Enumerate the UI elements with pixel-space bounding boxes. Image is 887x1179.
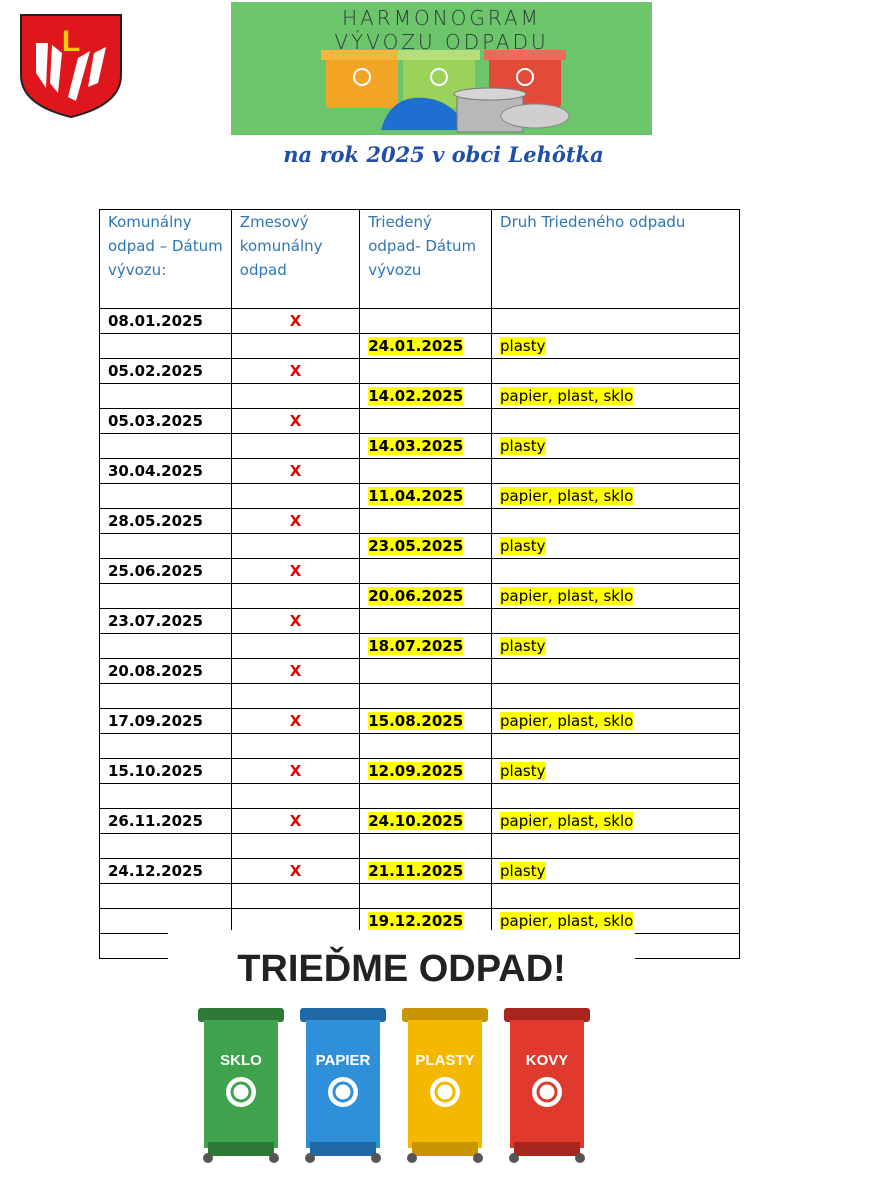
sorted-date-cell [360, 434, 492, 459]
sorted-date-cell-text: 20.06.2025 [368, 587, 464, 605]
sorted-type-cell [492, 309, 740, 334]
mixed-waste-mark-cell [231, 834, 359, 859]
bin-icon [502, 1002, 592, 1164]
sorted-date-cell-text: 24.01.2025 [368, 337, 464, 355]
table-row [100, 509, 740, 534]
footer-title: TRIEĎME ODPAD! [237, 948, 566, 990]
sorted-type-cell-text: papier, plast, sklo [500, 912, 634, 930]
sorted-type-cell [492, 434, 740, 459]
municipal-date-cell [100, 484, 232, 509]
sorted-date-cell [360, 809, 492, 834]
sorted-type-cell [492, 334, 740, 359]
sorted-type-cell [492, 809, 740, 834]
sorted-date-cell-text: 21.11.2025 [368, 862, 464, 880]
sorted-type-cell-text: papier, plast, sklo [500, 812, 634, 830]
header-sorted-type: Druh Triedeného odpadu [492, 210, 740, 309]
municipal-date-cell-text: 28.05.2025 [108, 512, 203, 530]
sorted-date-cell [360, 484, 492, 509]
mixed-waste-mark-cell-text: X [289, 512, 302, 530]
municipal-date-cell [100, 634, 232, 659]
header-sorted-date: Triedený odpad- Dátum vývozu [360, 210, 492, 309]
sorted-date-cell-text: 12.09.2025 [368, 762, 464, 780]
municipal-date-cell [100, 709, 232, 734]
bin-label: PLASTY [415, 1052, 475, 1069]
sorted-type-cell [492, 784, 740, 809]
municipal-date-cell [100, 459, 232, 484]
mixed-waste-mark-cell [231, 434, 359, 459]
mixed-waste-mark-cell-text: X [289, 612, 302, 630]
municipal-date-cell [100, 834, 232, 859]
table-row [100, 809, 740, 834]
sorted-date-cell [360, 709, 492, 734]
sorted-date-cell [360, 509, 492, 534]
mixed-waste-mark-cell-text: X [289, 812, 302, 830]
mixed-waste-mark-cell [231, 584, 359, 609]
municipal-date-cell [100, 759, 232, 784]
sorted-date-cell-text: 15.08.2025 [368, 712, 464, 730]
municipal-date-cell-text: 08.01.2025 [108, 312, 203, 330]
table-row [100, 584, 740, 609]
sorted-date-cell [360, 409, 492, 434]
mixed-waste-mark-cell [231, 359, 359, 384]
mixed-waste-mark-cell [231, 484, 359, 509]
page-subtitle: na rok 2025 v obci Lehôtka [283, 142, 604, 167]
bin-icon [400, 1002, 490, 1164]
recycling-bin [298, 1002, 388, 1164]
municipal-date-cell [100, 384, 232, 409]
sorted-date-cell [360, 884, 492, 909]
mixed-waste-mark-cell [231, 309, 359, 334]
sorted-date-cell [360, 584, 492, 609]
municipal-date-cell [100, 359, 232, 384]
sorted-date-cell-text: 14.03.2025 [368, 437, 464, 455]
sorted-date-cell [360, 609, 492, 634]
sorted-date-cell-text: 23.05.2025 [368, 537, 464, 555]
banner-line-1: HARMONOGRAM [342, 6, 541, 30]
sorted-type-cell-text: papier, plast, sklo [500, 587, 634, 605]
mixed-waste-mark-cell [231, 709, 359, 734]
table-row [100, 634, 740, 659]
table-row [100, 709, 740, 734]
municipal-date-cell [100, 609, 232, 634]
sorted-date-cell [360, 559, 492, 584]
sorted-date-cell-text: 19.12.2025 [368, 912, 464, 930]
municipal-date-cell [100, 509, 232, 534]
bin-label: KOVY [525, 1052, 569, 1069]
sorted-date-cell [360, 659, 492, 684]
municipal-date-cell-text: 17.09.2025 [108, 712, 203, 730]
municipal-date-cell [100, 784, 232, 809]
sorted-date-cell [360, 634, 492, 659]
municipal-date-cell [100, 559, 232, 584]
mixed-waste-mark-cell [231, 409, 359, 434]
mixed-waste-mark-cell [231, 559, 359, 584]
table-header-row [100, 210, 740, 309]
sorted-date-cell-text: 24.10.2025 [368, 812, 464, 830]
municipal-date-cell-text: 23.07.2025 [108, 612, 203, 630]
table-row [100, 309, 740, 334]
sorted-date-cell [360, 834, 492, 859]
table-row [100, 534, 740, 559]
sorted-date-cell-text: 18.07.2025 [368, 637, 464, 655]
sorted-type-cell [492, 409, 740, 434]
sorted-type-cell [492, 659, 740, 684]
mixed-waste-mark-cell [231, 509, 359, 534]
mixed-waste-mark-cell [231, 634, 359, 659]
table-row [100, 334, 740, 359]
table-row [100, 459, 740, 484]
municipal-date-cell-text: 20.08.2025 [108, 662, 203, 680]
table-row [100, 759, 740, 784]
sorted-type-cell [492, 384, 740, 409]
sorted-date-cell-text: 14.02.2025 [368, 387, 464, 405]
municipal-date-cell [100, 309, 232, 334]
mixed-waste-mark-cell-text: X [289, 412, 302, 430]
mixed-waste-mark-cell [231, 534, 359, 559]
sorted-type-cell-text: papier, plast, sklo [500, 712, 634, 730]
mixed-waste-mark-cell-text: X [289, 712, 302, 730]
sorted-type-cell-text: plasty [500, 762, 546, 780]
mixed-waste-mark-cell-text: X [289, 462, 302, 480]
municipal-date-cell-text: 05.02.2025 [108, 362, 203, 380]
municipal-date-cell [100, 659, 232, 684]
table-row [100, 409, 740, 434]
municipal-date-cell [100, 884, 232, 909]
mixed-waste-mark-cell [231, 334, 359, 359]
sorted-type-cell-text: plasty [500, 537, 546, 555]
banner-title [231, 6, 652, 54]
sorted-date-cell [360, 334, 492, 359]
sorted-date-cell [360, 534, 492, 559]
sorted-type-cell-text: plasty [500, 337, 546, 355]
sorted-type-cell-text: papier, plast, sklo [500, 487, 634, 505]
recycling-bin [196, 1002, 286, 1164]
sorted-date-cell [360, 759, 492, 784]
sorted-type-cell [492, 634, 740, 659]
sorted-type-cell [492, 359, 740, 384]
table-row [100, 884, 740, 909]
municipal-date-cell [100, 409, 232, 434]
sorted-date-cell [360, 784, 492, 809]
municipal-date-cell-text: 05.03.2025 [108, 412, 203, 430]
mixed-waste-mark-cell [231, 609, 359, 634]
mixed-waste-mark-cell [231, 859, 359, 884]
municipal-date-cell [100, 534, 232, 559]
sorted-type-cell [492, 884, 740, 909]
collection-schedule-table [99, 209, 740, 959]
sorted-date-cell [360, 684, 492, 709]
sorted-date-cell [360, 309, 492, 334]
municipal-date-cell [100, 434, 232, 459]
header-mixed-waste: Zmesový komunálny odpad [231, 210, 359, 309]
mixed-waste-mark-cell-text: X [289, 562, 302, 580]
municipal-date-cell-text: 24.12.2025 [108, 862, 203, 880]
sorted-type-cell [492, 584, 740, 609]
table-row [100, 659, 740, 684]
table-row [100, 559, 740, 584]
municipal-date-cell [100, 584, 232, 609]
sorted-type-cell [492, 684, 740, 709]
sorted-type-cell [492, 834, 740, 859]
sorted-date-cell-text: 11.04.2025 [368, 487, 464, 505]
mixed-waste-mark-cell [231, 809, 359, 834]
sorted-type-cell [492, 859, 740, 884]
sorted-type-cell [492, 459, 740, 484]
municipal-date-cell [100, 734, 232, 759]
sorted-type-cell-text: plasty [500, 862, 546, 880]
sorted-type-cell [492, 509, 740, 534]
table-row [100, 434, 740, 459]
mixed-waste-mark-cell [231, 459, 359, 484]
table-row [100, 609, 740, 634]
sorted-type-cell-text: papier, plast, sklo [500, 387, 634, 405]
header-municipal-date: Komunálny odpad – Dátum vývozu: [100, 210, 232, 309]
mixed-waste-mark-cell-text: X [289, 862, 302, 880]
municipal-date-cell [100, 334, 232, 359]
municipal-date-cell [100, 809, 232, 834]
municipal-date-cell-text: 15.10.2025 [108, 762, 203, 780]
mixed-waste-mark-cell [231, 659, 359, 684]
banner-image [231, 2, 652, 135]
municipal-date-cell [100, 859, 232, 884]
sorted-type-cell-text: plasty [500, 437, 546, 455]
table-row [100, 784, 740, 809]
mixed-waste-mark-cell-text: X [289, 362, 302, 380]
sorted-date-cell [360, 859, 492, 884]
table-row [100, 359, 740, 384]
bin-icon [298, 1002, 388, 1164]
coat-of-arms-logo [18, 13, 124, 119]
sorted-date-cell [360, 734, 492, 759]
mixed-waste-mark-cell-text: X [289, 762, 302, 780]
sorted-date-cell [360, 459, 492, 484]
municipal-date-cell-text: 26.11.2025 [108, 812, 203, 830]
mixed-waste-mark-cell-text: X [289, 662, 302, 680]
table-row [100, 734, 740, 759]
table-row [100, 684, 740, 709]
mixed-waste-mark-cell-text: X [289, 312, 302, 330]
sorted-type-cell [492, 484, 740, 509]
sorted-type-cell [492, 734, 740, 759]
table-row [100, 859, 740, 884]
sorted-type-cell [492, 559, 740, 584]
sort-waste-illustration [168, 930, 635, 1166]
sorted-date-cell [360, 359, 492, 384]
sorted-type-cell [492, 759, 740, 784]
municipal-date-cell-text: 25.06.2025 [108, 562, 203, 580]
sorted-type-cell [492, 609, 740, 634]
table-row [100, 384, 740, 409]
recycling-bin [502, 1002, 592, 1164]
sorted-type-cell [492, 534, 740, 559]
mixed-waste-mark-cell [231, 884, 359, 909]
bin-icon [196, 1002, 286, 1164]
mixed-waste-mark-cell [231, 784, 359, 809]
sorted-date-cell [360, 384, 492, 409]
mixed-waste-mark-cell [231, 734, 359, 759]
mixed-waste-mark-cell [231, 759, 359, 784]
sorted-type-cell [492, 709, 740, 734]
coat-letter: L [61, 25, 81, 58]
municipal-date-cell [100, 684, 232, 709]
mixed-waste-mark-cell [231, 384, 359, 409]
municipal-date-cell-text: 30.04.2025 [108, 462, 203, 480]
bin-label: SKLO [220, 1052, 262, 1069]
mixed-waste-mark-cell [231, 684, 359, 709]
bin-label: PAPIER [315, 1052, 371, 1069]
table-row [100, 834, 740, 859]
banner-line-2: VÝVOZU ODPADU [334, 30, 549, 54]
table-body [100, 309, 740, 959]
sorted-type-cell-text: plasty [500, 637, 546, 655]
recycling-bin [400, 1002, 490, 1164]
table-row [100, 484, 740, 509]
